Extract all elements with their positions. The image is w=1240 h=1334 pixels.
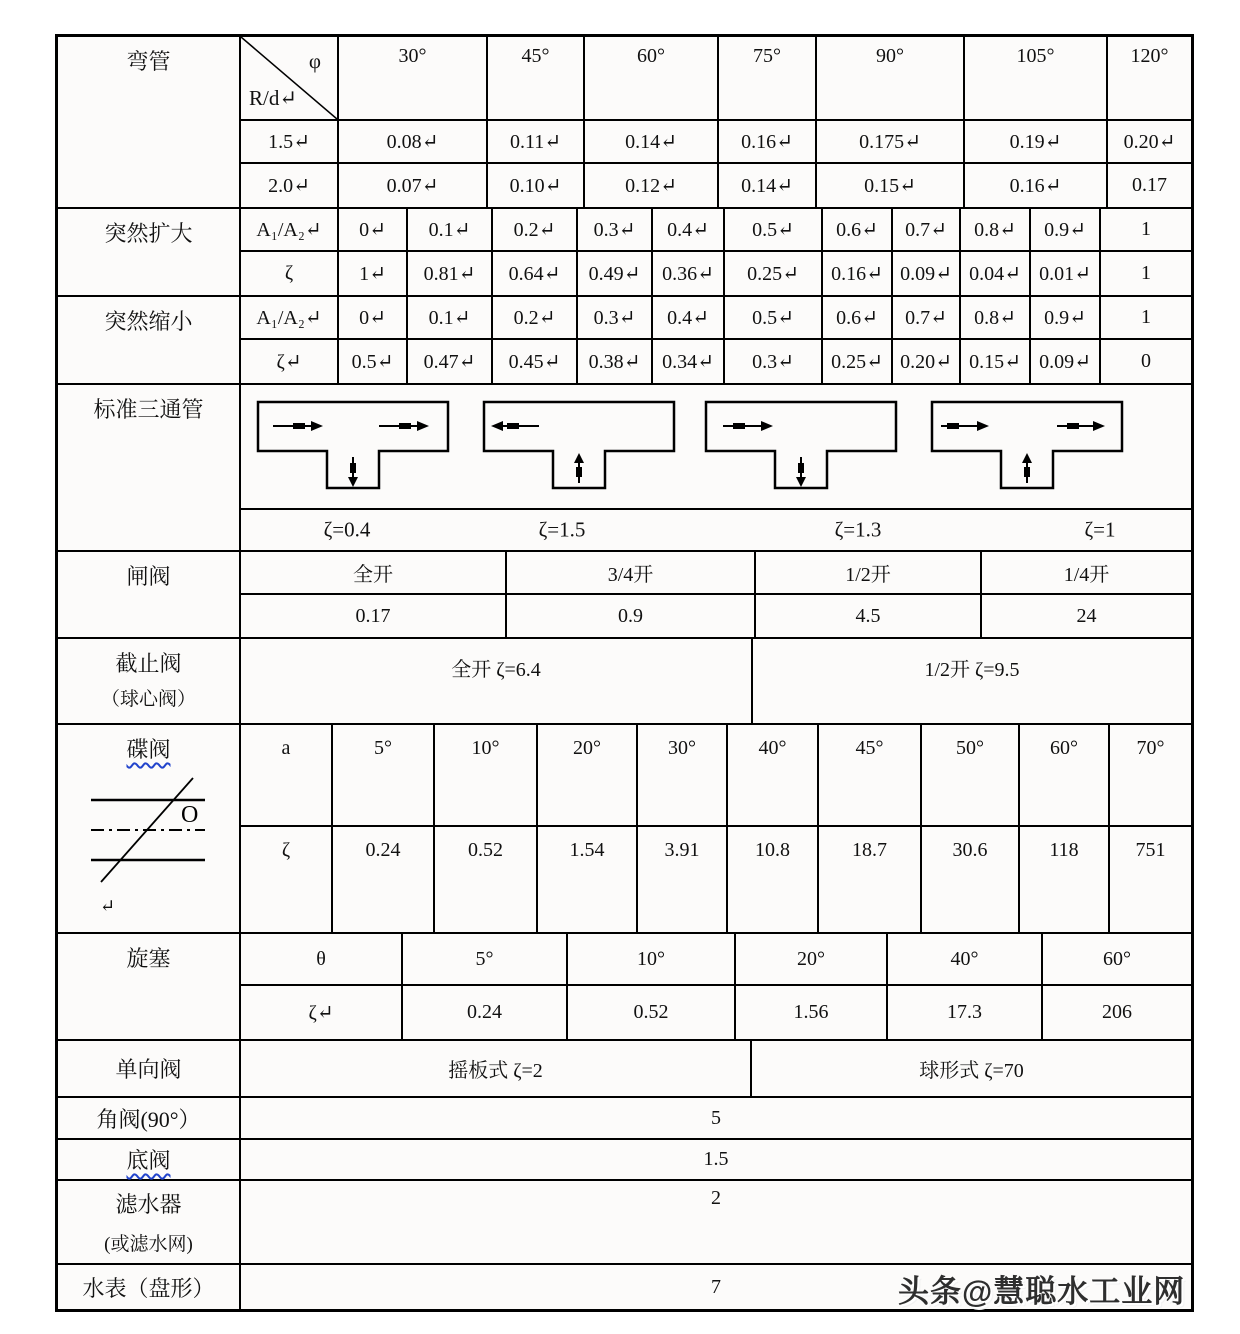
bend-value: 0.10↵ — [488, 164, 585, 207]
butterfly-zeta: 3.91 — [638, 827, 728, 932]
contraction-zeta: 0.5↵ — [339, 340, 408, 383]
bend-value: 0.175↵ — [817, 121, 965, 164]
contraction-zeta: 0.3↵ — [725, 340, 823, 383]
globe-valve-label-line2: （球心阀） — [100, 689, 196, 710]
plug-cock-label: 旋塞 — [126, 946, 171, 971]
plug-zeta: 0.52 — [568, 986, 736, 1039]
expansion-ratio: 1 — [1101, 209, 1191, 252]
tee-diagram-branch-up-icon — [929, 397, 1125, 493]
contraction-ratio: 0.9↵ — [1031, 297, 1101, 340]
tee-zeta-value: ζ=1.3 — [834, 517, 882, 542]
bend-value: 0.14↵ — [585, 121, 719, 164]
expansion-ratio: 0.2↵ — [493, 209, 578, 252]
gate-opening-header: 1/2开 — [756, 552, 982, 595]
plug-zeta: 206 — [1102, 1001, 1132, 1023]
contraction-zeta: 0.20↵ — [893, 340, 961, 383]
expansion-ratio-head: A₁/A₂↵ — [241, 209, 339, 252]
bend-value: 0.19↵ — [965, 121, 1108, 164]
expansion-ratio: 0.7↵ — [893, 209, 961, 252]
row-plug-cock — [58, 934, 1191, 1041]
plug-angle: 20° — [736, 934, 888, 986]
angle-valve-value: 5 — [711, 1106, 721, 1129]
butterfly-angle-head: a — [241, 725, 333, 827]
expansion-zeta: 0.81↵ — [408, 252, 493, 295]
bend-label: 弯管 — [126, 49, 171, 74]
bend-angle-header: 60° — [585, 37, 719, 121]
bend-value: 0.07↵ — [339, 164, 488, 207]
bend-value: 0.14↵ — [719, 164, 817, 207]
row-angle-valve — [58, 1098, 1191, 1140]
row-standard-tee — [58, 385, 1191, 552]
tee-zeta-row — [241, 510, 1191, 550]
expansion-ratio: 0.9↵ — [1031, 209, 1101, 252]
butterfly-zeta: 751 — [1135, 839, 1166, 861]
bend-corner-phi: φ — [308, 49, 321, 73]
row-label-strainer — [58, 1181, 241, 1263]
row-label-plug-cock — [58, 934, 241, 1039]
bend-corner-cell — [241, 37, 339, 121]
strainer-value: 2 — [711, 1187, 721, 1209]
butterfly-zeta: 0.52 — [435, 827, 538, 932]
check-swing-value: 摇板式 ζ=2 — [241, 1041, 752, 1096]
contraction-ratio: 0↵ — [339, 297, 408, 340]
expansion-zeta: 0.25↵ — [725, 252, 823, 295]
row-label-expansion — [58, 209, 241, 295]
expansion-zeta: 0.09↵ — [893, 252, 961, 295]
row-label-butterfly-valve — [58, 725, 241, 932]
globe-valve-label-line1: 截止阀 — [115, 651, 182, 676]
bend-value: 0.12↵ — [585, 164, 719, 207]
row-label-check-valve — [58, 1041, 241, 1096]
expansion-ratio: 0.8↵ — [961, 209, 1031, 252]
butterfly-angle: 60° — [1020, 725, 1110, 827]
contraction-ratio: 0.2↵ — [493, 297, 578, 340]
plug-zeta: 0.24 — [403, 986, 568, 1039]
butterfly-valve-diagram-icon — [83, 772, 215, 890]
gate-valve-label: 闸阀 — [126, 564, 171, 589]
contraction-ratio: 0.7↵ — [893, 297, 961, 340]
globe-half-open-value: 1/2开 ζ=9.5 — [924, 659, 1020, 681]
butterfly-angle: 30° — [638, 725, 728, 827]
expansion-zeta: 0.01↵ — [1031, 252, 1101, 295]
gate-opening-header: 全开 — [241, 552, 507, 595]
bend-value: 0.11↵ — [488, 121, 585, 164]
butterfly-diagram-o-label: O — [180, 802, 198, 828]
row-globe-valve — [58, 639, 1191, 725]
gate-value: 24 — [1076, 604, 1097, 627]
row-strainer — [58, 1181, 1191, 1265]
row-label-gate-valve — [58, 552, 241, 637]
expansion-zeta: 1↵ — [339, 252, 408, 295]
bend-value: 0.16↵ — [965, 164, 1108, 207]
contraction-ratio: 0.4↵ — [653, 297, 725, 340]
butterfly-zeta: 0.24 — [333, 827, 435, 932]
row-label-foot-valve — [58, 1140, 241, 1179]
contraction-label: 突然缩小 — [104, 309, 193, 334]
expansion-zeta: 1 — [1141, 262, 1151, 284]
row-label-contraction — [58, 297, 241, 383]
tee-diagram-branch-to-left-icon — [481, 397, 677, 493]
check-ball-value: 球形式 ζ=70 — [919, 1060, 1024, 1082]
contraction-zeta: 0.34↵ — [653, 340, 725, 383]
gate-opening-header: 3/4开 — [507, 552, 756, 595]
row-sudden-expansion — [58, 209, 1191, 297]
row-label-bend — [58, 37, 241, 207]
water-meter-label: 水表（盘形） — [82, 1275, 215, 1301]
water-meter-value: 7 — [711, 1275, 721, 1298]
row-label-globe-valve — [58, 639, 241, 723]
bend-rd-head: 1.5↵ — [241, 121, 339, 164]
expansion-ratio: 0.3↵ — [578, 209, 653, 252]
row-label-angle-valve — [58, 1098, 241, 1138]
globe-full-open-value: 全开 ζ=6.4 — [241, 639, 753, 723]
row-bend-pipe — [58, 37, 1191, 209]
contraction-zeta: 0.15↵ — [961, 340, 1031, 383]
angle-valve-label: 角阀(90°） — [96, 1106, 201, 1132]
bend-value: 0.08↵ — [339, 121, 488, 164]
tee-zeta-value: ζ=1.5 — [538, 517, 586, 542]
bend-rd-head: 2.0↵ — [241, 164, 339, 207]
tee-diagram-area — [241, 385, 1191, 510]
gate-opening-header: 1/4开 — [982, 552, 1191, 595]
row-check-valve — [58, 1041, 1191, 1098]
tee-zeta-value: ζ=0.4 — [323, 517, 371, 542]
expansion-zeta: 0.64↵ — [493, 252, 578, 295]
expansion-zeta-head: ζ — [241, 252, 339, 295]
contraction-ratio: 0.8↵ — [961, 297, 1031, 340]
row-butterfly-valve — [58, 725, 1191, 934]
strainer-label-line1: 滤水器 — [115, 1192, 182, 1217]
bend-angle-header: 45° — [488, 37, 585, 121]
expansion-ratio: 0.6↵ — [823, 209, 893, 252]
row-label-water-meter — [58, 1265, 241, 1309]
bend-value: 0.15↵ — [817, 164, 965, 207]
bend-angle-header: 75° — [719, 37, 817, 121]
plug-theta-head: θ — [241, 934, 403, 986]
contraction-ratio: 0.3↵ — [578, 297, 653, 340]
butterfly-zeta: 118 — [1020, 827, 1110, 932]
bend-angle-header: 90° — [817, 37, 965, 121]
bend-angle-header: 30° — [339, 37, 488, 121]
contraction-zeta: 0.09↵ — [1031, 340, 1101, 383]
contraction-zeta: 0.45↵ — [493, 340, 578, 383]
watermark: 头条@慧聪水工业网 — [898, 1274, 1186, 1309]
gate-value: 0.9 — [507, 595, 756, 637]
tee-diagram-run-flow-icon — [255, 397, 451, 493]
butterfly-angle: 70° — [1110, 725, 1191, 827]
butterfly-angle: 50° — [922, 725, 1020, 827]
expansion-zeta: 0.04↵ — [961, 252, 1031, 295]
contraction-ratio: 0.5↵ — [725, 297, 823, 340]
contraction-zeta: 0.47↵ — [408, 340, 493, 383]
gate-value: 0.17 — [241, 595, 507, 637]
bend-angle-header: 120° — [1108, 37, 1191, 121]
butterfly-angle: 40° — [728, 725, 819, 827]
plug-zeta: 17.3 — [888, 986, 1043, 1039]
butterfly-angle: 20° — [538, 725, 638, 827]
plug-zeta-head: ζ↵ — [241, 986, 403, 1039]
expansion-ratio: 0.1↵ — [408, 209, 493, 252]
butterfly-valve-label: 碟阀 — [126, 737, 171, 762]
tee-label: 标准三通管 — [93, 397, 204, 422]
plug-angle: 40° — [888, 934, 1043, 986]
contraction-ratio-head: A₁/A₂↵ — [241, 297, 339, 340]
bend-angle-header: 105° — [965, 37, 1108, 121]
expansion-zeta: 0.16↵ — [823, 252, 893, 295]
plug-angle: 5° — [403, 934, 568, 986]
butterfly-zeta: 1.54 — [538, 827, 638, 932]
bend-value: 0.20↵ — [1108, 121, 1191, 164]
expansion-ratio: 0.5↵ — [725, 209, 823, 252]
expansion-zeta: 0.49↵ — [578, 252, 653, 295]
tee-zeta-value: ζ=1 — [1084, 517, 1116, 542]
butterfly-angle: 45° — [819, 725, 922, 827]
contraction-zeta: 0 — [1141, 350, 1151, 372]
gate-value: 4.5 — [756, 595, 982, 637]
contraction-zeta: 0.38↵ — [578, 340, 653, 383]
contraction-zeta: 0.25↵ — [823, 340, 893, 383]
row-gate-valve — [58, 552, 1191, 639]
resistance-coefficient-table — [55, 34, 1194, 1312]
contraction-zeta-head: ζ↵ — [241, 340, 339, 383]
bend-corner-rd: R/d↵ — [249, 86, 297, 110]
contraction-ratio: 0.1↵ — [408, 297, 493, 340]
expansion-ratio: 0↵ — [339, 209, 408, 252]
row-sudden-contraction — [58, 297, 1191, 385]
plug-angle: 10° — [568, 934, 736, 986]
strainer-label-line2: (或滤水网) — [104, 1234, 193, 1255]
butterfly-return-mark: ↵ — [100, 896, 116, 916]
row-foot-valve — [58, 1140, 1191, 1181]
butterfly-angle: 5° — [333, 725, 435, 827]
expansion-label: 突然扩大 — [104, 221, 193, 246]
tee-diagram-branch-down-icon — [703, 397, 899, 493]
butterfly-zeta-head: ζ — [241, 827, 333, 932]
foot-valve-label: 底阀 — [126, 1148, 171, 1173]
foot-valve-value: 1.5 — [703, 1148, 729, 1170]
row-label-tee — [58, 385, 241, 550]
check-valve-label: 单向阀 — [115, 1057, 182, 1082]
expansion-ratio: 0.4↵ — [653, 209, 725, 252]
butterfly-zeta: 30.6 — [922, 827, 1020, 932]
bend-value: 0.16↵ — [719, 121, 817, 164]
plug-angle: 60° — [1043, 934, 1191, 986]
expansion-zeta: 0.36↵ — [653, 252, 725, 295]
butterfly-angle: 10° — [435, 725, 538, 827]
butterfly-zeta: 10.8 — [728, 827, 819, 932]
plug-zeta: 1.56 — [736, 986, 888, 1039]
contraction-ratio: 0.6↵ — [823, 297, 893, 340]
bend-value: 0.17 — [1132, 174, 1167, 196]
contraction-ratio: 1 — [1101, 297, 1191, 340]
butterfly-zeta: 18.7 — [819, 827, 922, 932]
